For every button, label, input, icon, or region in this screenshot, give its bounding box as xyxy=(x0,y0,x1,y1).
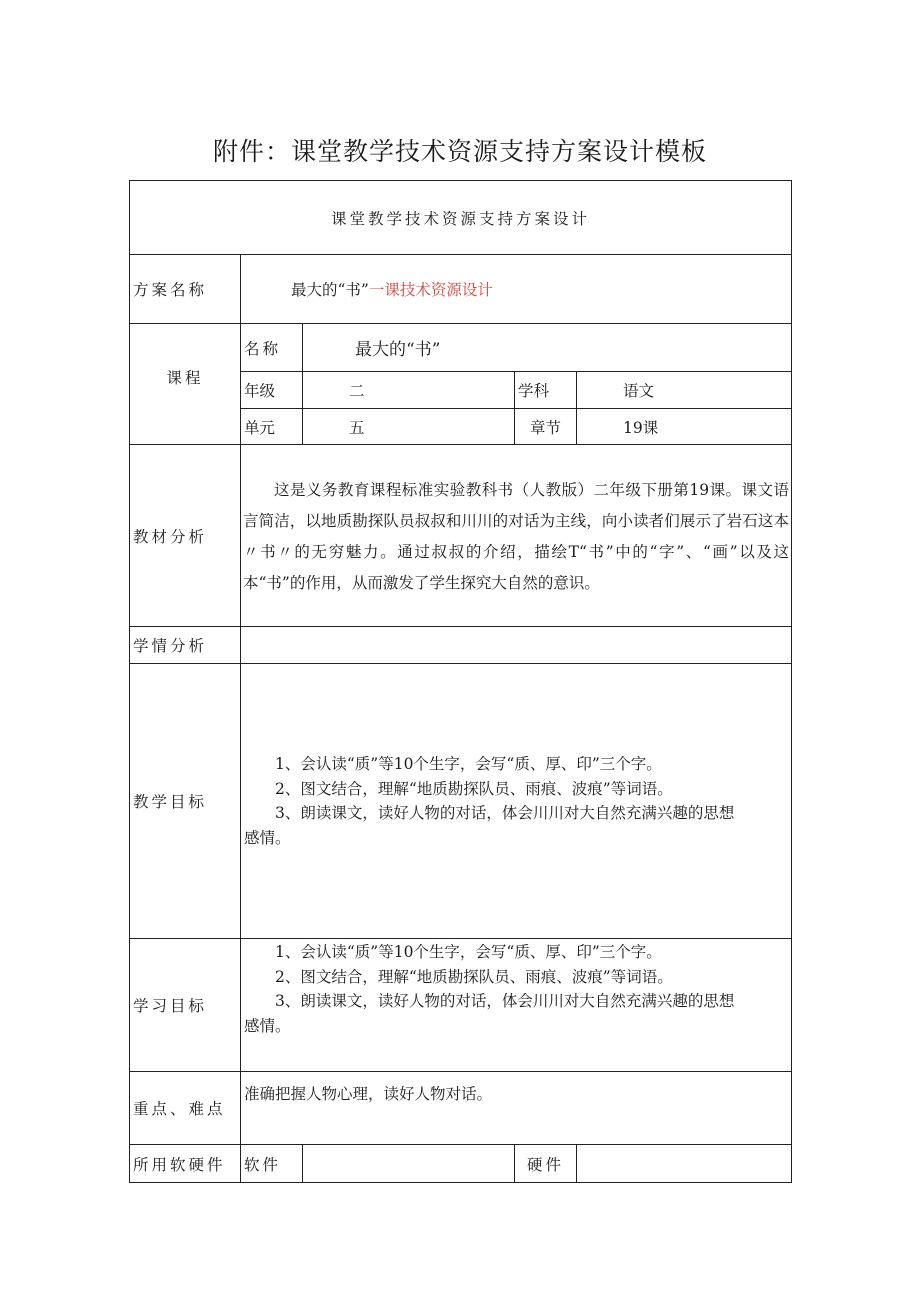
course-label: 课程 xyxy=(130,324,241,445)
learning-goal-item: 感情。 xyxy=(244,1016,291,1035)
learner-analysis-row xyxy=(130,627,792,664)
chapter-label: 章节 xyxy=(515,409,577,445)
course-name-row xyxy=(130,324,792,372)
chapter-value: 19课 xyxy=(577,409,792,445)
textbook-analysis-row xyxy=(130,445,792,627)
learner-analysis-content xyxy=(241,627,792,664)
teaching-goal-item: 感情。 xyxy=(244,828,291,847)
unit-value: 五 xyxy=(303,409,515,445)
teaching-goal-item: 2、图文结合，理解“地质勘探队员、雨痕、波痕”等词语。 xyxy=(275,779,673,798)
plan-name-label: 方案名称 xyxy=(130,255,241,324)
learner-analysis-label: 学情分析 xyxy=(130,627,241,664)
plan-design-table xyxy=(129,180,792,1183)
course-name-label: 名称 xyxy=(241,324,303,372)
plan-name-row xyxy=(130,255,792,324)
learning-goals-row xyxy=(130,939,792,1072)
grade-label: 年级 xyxy=(241,372,303,409)
tools-row xyxy=(130,1145,792,1183)
table-header-row xyxy=(130,181,792,255)
teaching-goal-item: 3、朗读课文，读好人物的对话，体会川川对大自然充满兴趣的思想 xyxy=(275,804,735,822)
document-title: 附件：课堂教学技术资源支持方案设计模板 xyxy=(212,137,707,166)
teaching-goals-label: 教学目标 xyxy=(130,664,241,939)
subject-value: 语文 xyxy=(577,372,792,409)
key-points-row xyxy=(130,1072,792,1145)
teaching-goals-content xyxy=(241,664,792,939)
plan-name-value xyxy=(241,255,792,324)
key-points-label: 重点、难点 xyxy=(130,1072,241,1145)
tools-label: 所用软硬件 xyxy=(130,1145,241,1183)
learning-goals-content xyxy=(241,939,792,1072)
textbook-analysis-content: 这是义务教育课程标准实验教科书（人教版）二年级下册第19课。课文语言简洁，以地质勘探队员叔叔和川川的对话为主线，向小读者们展示了岩石这本〃书〃的无穷魅力。通过叔叔的介绍，描绘T“书”中的“字”、“画”以及这本“书”的作用，从而激发了学生探究大自然的意识。 xyxy=(241,445,792,627)
software-value xyxy=(303,1145,515,1183)
textbook-analysis-label: 教材分析 xyxy=(130,445,241,627)
hardware-value xyxy=(577,1145,792,1183)
learning-goals-label: 学习目标 xyxy=(130,939,241,1072)
teaching-goal-item: 1、会认读“质”等10个生字，会写“质、厚、印”三个字。 xyxy=(275,755,662,773)
plan-name-main: 最大的“书” xyxy=(291,281,369,299)
hardware-label: 硬件 xyxy=(515,1145,577,1183)
unit-label: 单元 xyxy=(241,409,303,445)
teaching-goals-row xyxy=(130,664,792,939)
learning-goal-item: 3、朗读课文，读好人物的对话，体会川川对大自然充满兴趣的思想 xyxy=(275,992,735,1010)
subject-label: 学科 xyxy=(515,372,577,409)
key-points-content: 准确把握人物心理，读好人物对话。 xyxy=(241,1072,792,1145)
table-header: 课堂教学技术资源支持方案设计 xyxy=(130,181,792,255)
learning-goal-item: 1、会认读“质”等10个生字，会写“质、厚、印”三个字。 xyxy=(275,943,662,961)
course-name-value: 最大的“书” xyxy=(303,324,792,372)
software-label: 软件 xyxy=(241,1145,303,1183)
plan-name-suffix: 一课技术资源设计 xyxy=(368,281,493,299)
grade-value: 二 xyxy=(303,372,515,409)
learning-goal-item: 2、图文结合，理解“地质勘探队员、雨痕、波痕”等词语。 xyxy=(275,967,673,986)
